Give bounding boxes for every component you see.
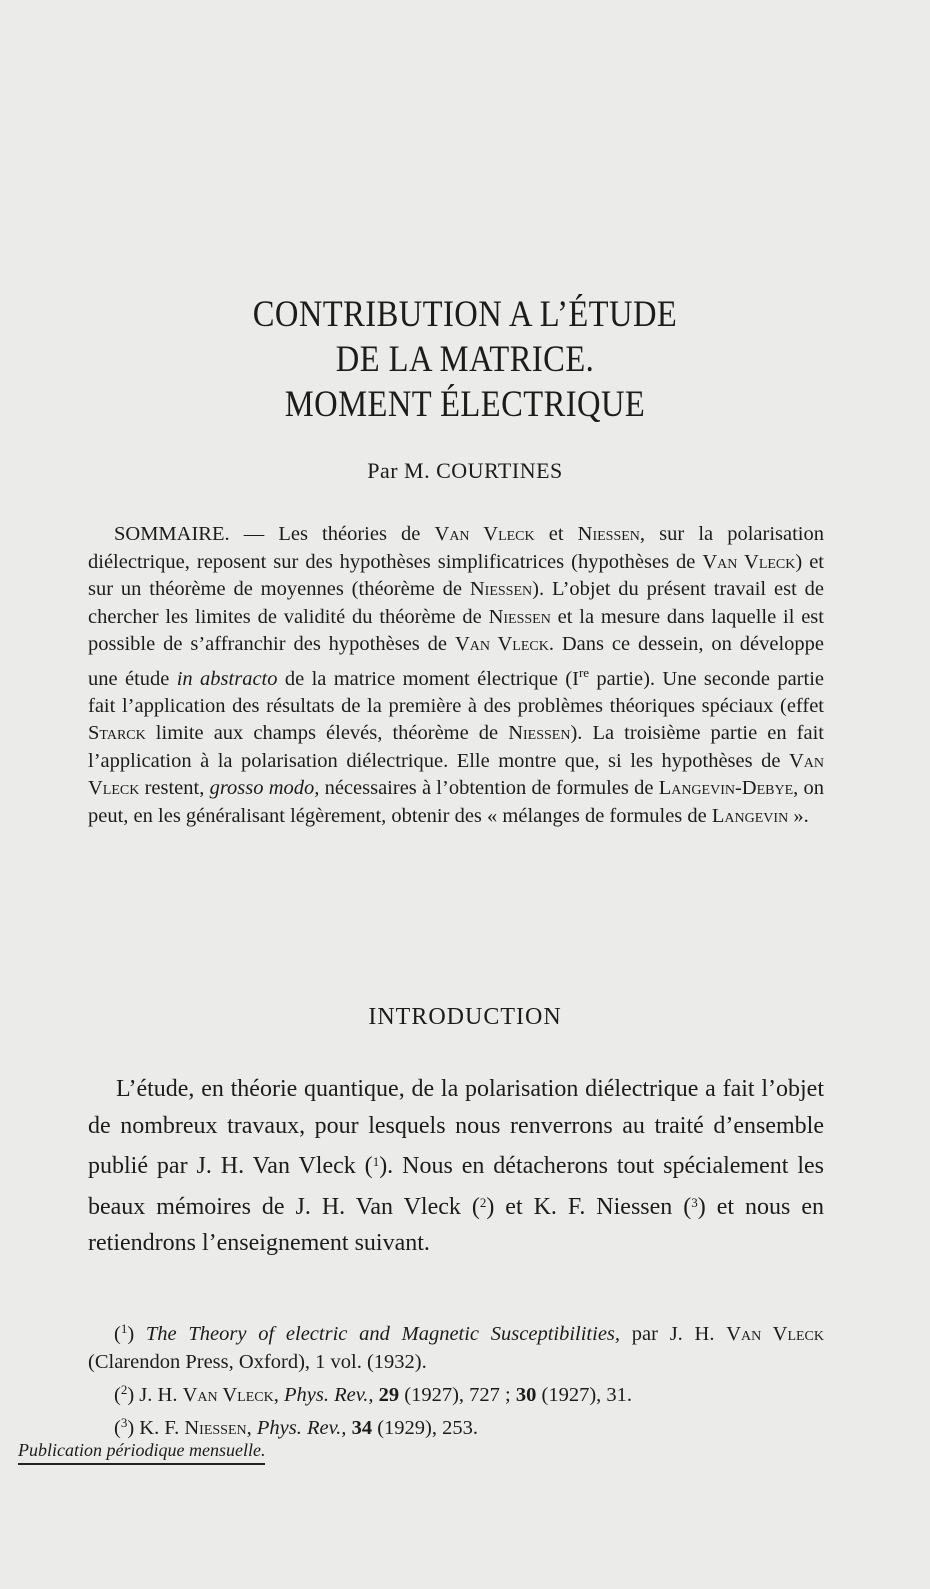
publication-note: Publication périodique mensuelle.: [18, 1440, 265, 1465]
title-line-3: MOMENT ÉLECTRIQUE: [284, 384, 646, 425]
body-text: ) et K. F. Niessen (: [486, 1193, 692, 1220]
journal-name: Phys. Rev.,: [251, 1417, 347, 1439]
summary-text: . Dans ce dessein, on développe une étude: [88, 633, 825, 690]
summary-text: , sur la polarisation diélectrique, reposent sur des hypothèses simplificatrices (hypothèses de: [88, 523, 825, 573]
summary-dash: —: [229, 523, 279, 545]
latin-phrase: in abstracto: [176, 667, 278, 690]
body-text: ) et nous en retiendrons l’enseignement suivant.: [88, 1193, 824, 1256]
summary-text: et: [534, 523, 578, 545]
footnote-marker: 3: [120, 1415, 128, 1430]
summary-text: et la mesure dans laquelle il est possible de s’affranchir des hypothèses de: [88, 605, 824, 655]
section-heading: INTRODUCTION: [368, 1004, 562, 1030]
title-line-1: CONTRIBUTION A L’ÉTUDE: [252, 294, 678, 335]
footnote-marker: 1: [120, 1321, 128, 1336]
footnote-text: (1929), 253.: [372, 1417, 478, 1439]
footnote-text: par J. H.: [620, 1323, 727, 1345]
footnote-marker: 2: [120, 1382, 128, 1397]
summary-text: ). La troisième partie en fait l’application à la polarisation diélectrique. Elle montre que, si les hypothèses de: [88, 722, 824, 772]
volume-number: 29: [373, 1384, 400, 1406]
volume-number: 30: [515, 1384, 537, 1406]
author-name: Niessen: [508, 722, 571, 745]
volume-number: 34: [346, 1417, 373, 1439]
author-name: Niessen: [577, 523, 640, 545]
article-title: [56, 292, 874, 427]
author-name: Niessen,: [184, 1417, 252, 1439]
introduction-paragraph: [88, 1071, 824, 1262]
body-text: ). Nous en détacherons tout spécialement les beaux mémoires de J. H. Van Vleck (: [88, 1153, 825, 1220]
summary-paragraph: [88, 521, 824, 830]
summary-text: ».: [788, 804, 809, 827]
footnote-text: J. H.: [134, 1384, 183, 1406]
author-name: Langevin: [711, 804, 789, 827]
title-line-2: DE LA MATRICE.: [335, 339, 595, 380]
author-line: Par M. COURTINES: [367, 458, 563, 483]
ordinal-suffix: re: [578, 664, 590, 680]
author-name: Van Vleck: [702, 550, 796, 573]
footnote-marker: 1: [372, 1154, 380, 1169]
footnotes: [88, 1315, 824, 1442]
author-name: Niessen: [488, 605, 551, 628]
author-name: Niessen: [469, 578, 533, 600]
summary-text: Les théories de: [278, 523, 435, 545]
summary-text: ) et sur un théorème de moyennes (théorème de: [88, 550, 825, 600]
author-name: Langevin-Debye: [658, 777, 794, 800]
author-name: Starck: [88, 722, 146, 745]
footnote-2: ($^2$) J. H. Van Vleck, Phys. Rev., 29 (1927), 727 ; 30 (1927), 31.: [114, 1382, 633, 1406]
summary-text: , on peut, en les généralisant légèrement, obtenir des « mélanges de formules de: [88, 777, 825, 827]
summary-text: restent,: [139, 777, 210, 800]
author-name: Van Vleck,: [182, 1384, 279, 1406]
summary-text: nécessaires à l’obtention de formules de: [319, 777, 659, 800]
summary-text: partie). Une seconde partie fait l’application des résultats de la première à des problèmes théoriques spéciaux (effet: [88, 667, 824, 717]
footnote-text: K. F.: [134, 1417, 185, 1439]
footnote-text: (1927), 727 ;: [399, 1384, 516, 1406]
footnote-marker: 2: [479, 1194, 487, 1210]
footnote-marker: 3: [691, 1194, 698, 1210]
footnote-3: ($^3$) K. F. Niessen, Phys. Rev., 34 (1929), 253.: [114, 1415, 478, 1439]
footnote-text: (Clarendon Press, Oxford), 1 vol. (1932).: [88, 1351, 427, 1373]
body-text: L’étude, en théorie quantique, de la polarisation diélectrique a fait l’objet de nombreux travaux, pour lesquels nous renverrons au traité d’ensemble publié par J. H. Van Vleck (: [88, 1076, 824, 1179]
summary-text: limite aux champs élevés, théorème de: [145, 722, 509, 745]
book-title: The Theory of electric and Magnetic Susceptibilities,: [145, 1323, 621, 1345]
summary-label: SOMMAIRE.: [114, 523, 230, 545]
author-name: Van Vleck: [726, 1323, 824, 1345]
footnote-1: ($^1$) The Theory of electric and Magnetic Susceptibilities, par J. H. Van Vleck (Clarendon Press, Oxford), 1 vol. (1932).: [88, 1321, 824, 1373]
footnote-text: (1927), 31.: [536, 1384, 633, 1406]
author-name: Van Vleck: [454, 633, 549, 655]
author-name: Van Vleck: [88, 749, 824, 800]
summary-text: de la matrice moment électrique (I: [277, 667, 579, 690]
summary-text: ). L’objet du présent travail est de chercher les limites de validité du théorème de: [88, 578, 824, 628]
latin-phrase: grosso modo,: [209, 777, 320, 800]
journal-name: Phys. Rev.,: [278, 1384, 374, 1406]
author-name: Van Vleck: [434, 523, 535, 545]
